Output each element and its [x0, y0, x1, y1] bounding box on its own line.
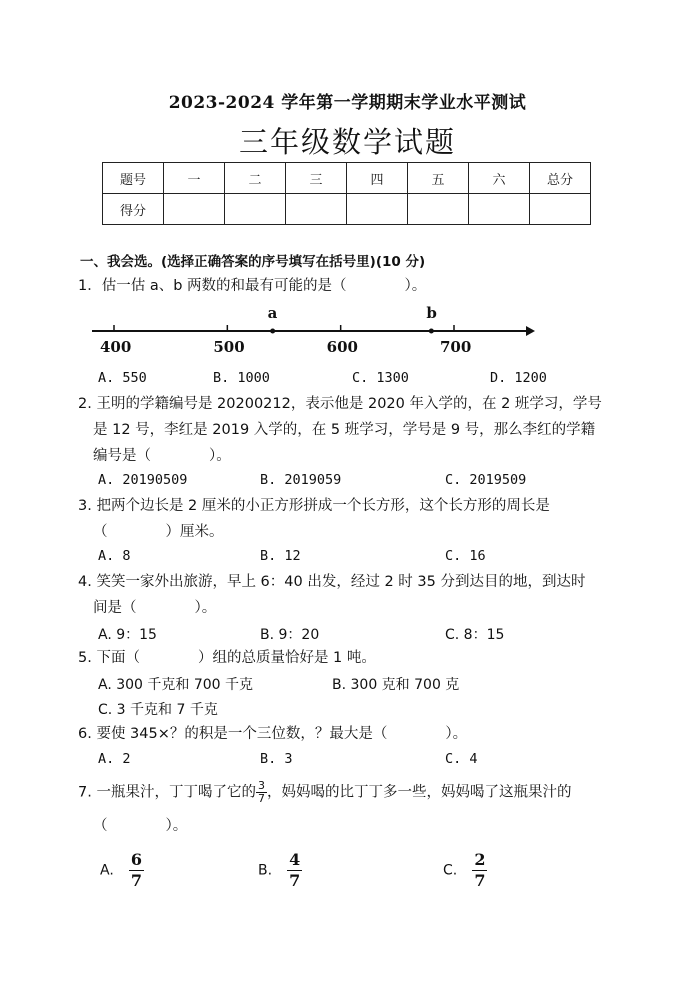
q2-option-b[interactable]: B. 2019059 — [260, 472, 342, 488]
paper-title: 三年级数学试题 — [238, 125, 456, 159]
q1-option-b[interactable]: B. 1000 — [213, 370, 270, 386]
fraction-denominator: 7 — [474, 871, 486, 890]
arrow-icon — [526, 326, 535, 336]
score-table-score-row — [103, 194, 591, 225]
q3-option-b[interactable]: B. 12 — [260, 548, 301, 564]
q6-option-a[interactable]: A. 2 — [98, 751, 131, 767]
tick-label: 400 — [100, 338, 132, 356]
fraction-numerator: 4 — [289, 850, 301, 869]
option-letter: C. — [443, 862, 458, 879]
score-cell: 总分 — [530, 163, 591, 194]
score-input-cell[interactable] — [164, 194, 225, 225]
score-input-cell[interactable] — [286, 194, 347, 225]
point-b-marker — [429, 329, 434, 334]
question-3-line-1: 3. 把两个边长是 2 厘米的小正方形拼成一个长方形，这个长方形的周长是 — [78, 498, 550, 514]
option-fraction — [472, 850, 487, 891]
question-7-line-1 — [78, 780, 571, 805]
score-input-cell[interactable] — [408, 194, 469, 225]
q7-option-b[interactable] — [258, 850, 302, 891]
option-letter: A. — [100, 862, 114, 879]
tick-label: 500 — [213, 338, 245, 356]
fraction-denominator: 7 — [289, 871, 301, 890]
score-table-header-row — [103, 163, 591, 194]
score-table — [102, 162, 591, 225]
q5-option-a[interactable]: A. 300 千克和 700 千克 — [98, 677, 254, 693]
question-2-line-2: 是 12 号，李红是 2019 入学的，在 5 班学习，学号是 9 号，那么李红的学籍 — [93, 422, 596, 438]
option-fraction — [129, 850, 144, 891]
option-fraction — [287, 850, 302, 891]
question-4-line-1: 4. 笑笑一家外出旅游，早上 6：40 出发，经过 2 时 35 分到达目的地，到达时 — [78, 574, 586, 590]
fraction-three-sevenths — [256, 780, 267, 805]
q1-option-c[interactable]: C. 1300 — [352, 370, 409, 386]
tick-label: 700 — [440, 338, 472, 356]
option-letter: B. — [258, 862, 273, 879]
fraction-numerator: 6 — [130, 850, 143, 869]
q2-option-a[interactable]: A. 20190509 — [98, 472, 188, 488]
question-2-line-1: 2. 王明的学籍编号是 20200212，表示他是 2020 年入学的，在 2 班学习，学号 — [78, 396, 602, 412]
q4-option-a[interactable]: A. 9：15 — [98, 627, 157, 643]
q6-option-c[interactable]: C. 4 — [445, 751, 478, 767]
q2-option-c[interactable]: C. 2019509 — [445, 472, 527, 488]
point-a-label: a — [267, 304, 278, 322]
question-5-line-1: 5. 下面（ ）组的总质量恰好是 1 吨。 — [78, 650, 376, 666]
q6-option-b[interactable]: B. 3 — [260, 751, 293, 767]
score-input-cell[interactable] — [469, 194, 530, 225]
score-cell: 一 — [164, 163, 225, 194]
question-6-line-1: 6. 要使 345×？的积是一个三位数，？最大是（ ）。 — [78, 726, 468, 742]
q3-option-a[interactable]: A. 8 — [98, 548, 131, 564]
fraction-numerator: 3 — [257, 779, 265, 792]
exam-title: 2023-2024 学年第一学期期末学业水平测试 — [168, 93, 527, 113]
tick-label: 600 — [326, 338, 358, 356]
score-cell: 三 — [286, 163, 347, 194]
q4-option-c[interactable]: C. 8：15 — [445, 627, 505, 643]
question-3-line-2: （ ）厘米。 — [93, 524, 224, 540]
score-cell: 四 — [347, 163, 408, 194]
q1-option-d[interactable]: D. 1200 — [490, 370, 547, 386]
score-cell: 五 — [408, 163, 469, 194]
score-input-cell[interactable] — [347, 194, 408, 225]
question-7-text-pre: 7. 一瓶果汁，丁丁喝了它的 — [78, 784, 256, 801]
fraction-numerator: 2 — [474, 850, 486, 869]
question-1-text: 1．估一估 a、b 两数的和最有可能的是（ ）。 — [78, 278, 427, 294]
point-a-marker — [270, 329, 275, 334]
question-7-line-2: （ ）。 — [93, 818, 188, 834]
score-cell: 二 — [225, 163, 286, 194]
score-cell: 题号 — [103, 163, 164, 194]
fraction-denominator: 7 — [130, 871, 143, 890]
score-row-label: 得分 — [103, 194, 164, 225]
q7-option-a[interactable] — [100, 850, 144, 891]
score-input-cell[interactable] — [225, 194, 286, 225]
q5-option-c[interactable]: C. 3 千克和 7 千克 — [98, 702, 218, 718]
q3-option-c[interactable]: C. 16 — [445, 548, 486, 564]
q7-option-c[interactable] — [443, 850, 487, 891]
question-2-line-3: 编号是（ ）。 — [93, 448, 231, 464]
score-input-cell[interactable] — [530, 194, 591, 225]
q1-option-a[interactable]: A. 550 — [98, 370, 147, 386]
question-7-text-post: ，妈妈喝的比丁丁多一些，妈妈喝了这瓶果汁的 — [266, 784, 572, 801]
q5-option-b[interactable]: B. 300 克和 700 克 — [332, 677, 460, 693]
question-4-line-2: 间是（ ）。 — [93, 600, 217, 616]
section-heading: 一、我会选。(选择正确答案的序号填写在括号里)(10 分) — [80, 254, 426, 270]
point-b-label: b — [426, 304, 437, 322]
score-cell: 六 — [469, 163, 530, 194]
q4-option-b[interactable]: B. 9：20 — [260, 627, 320, 643]
fraction-denominator: 7 — [257, 792, 265, 805]
